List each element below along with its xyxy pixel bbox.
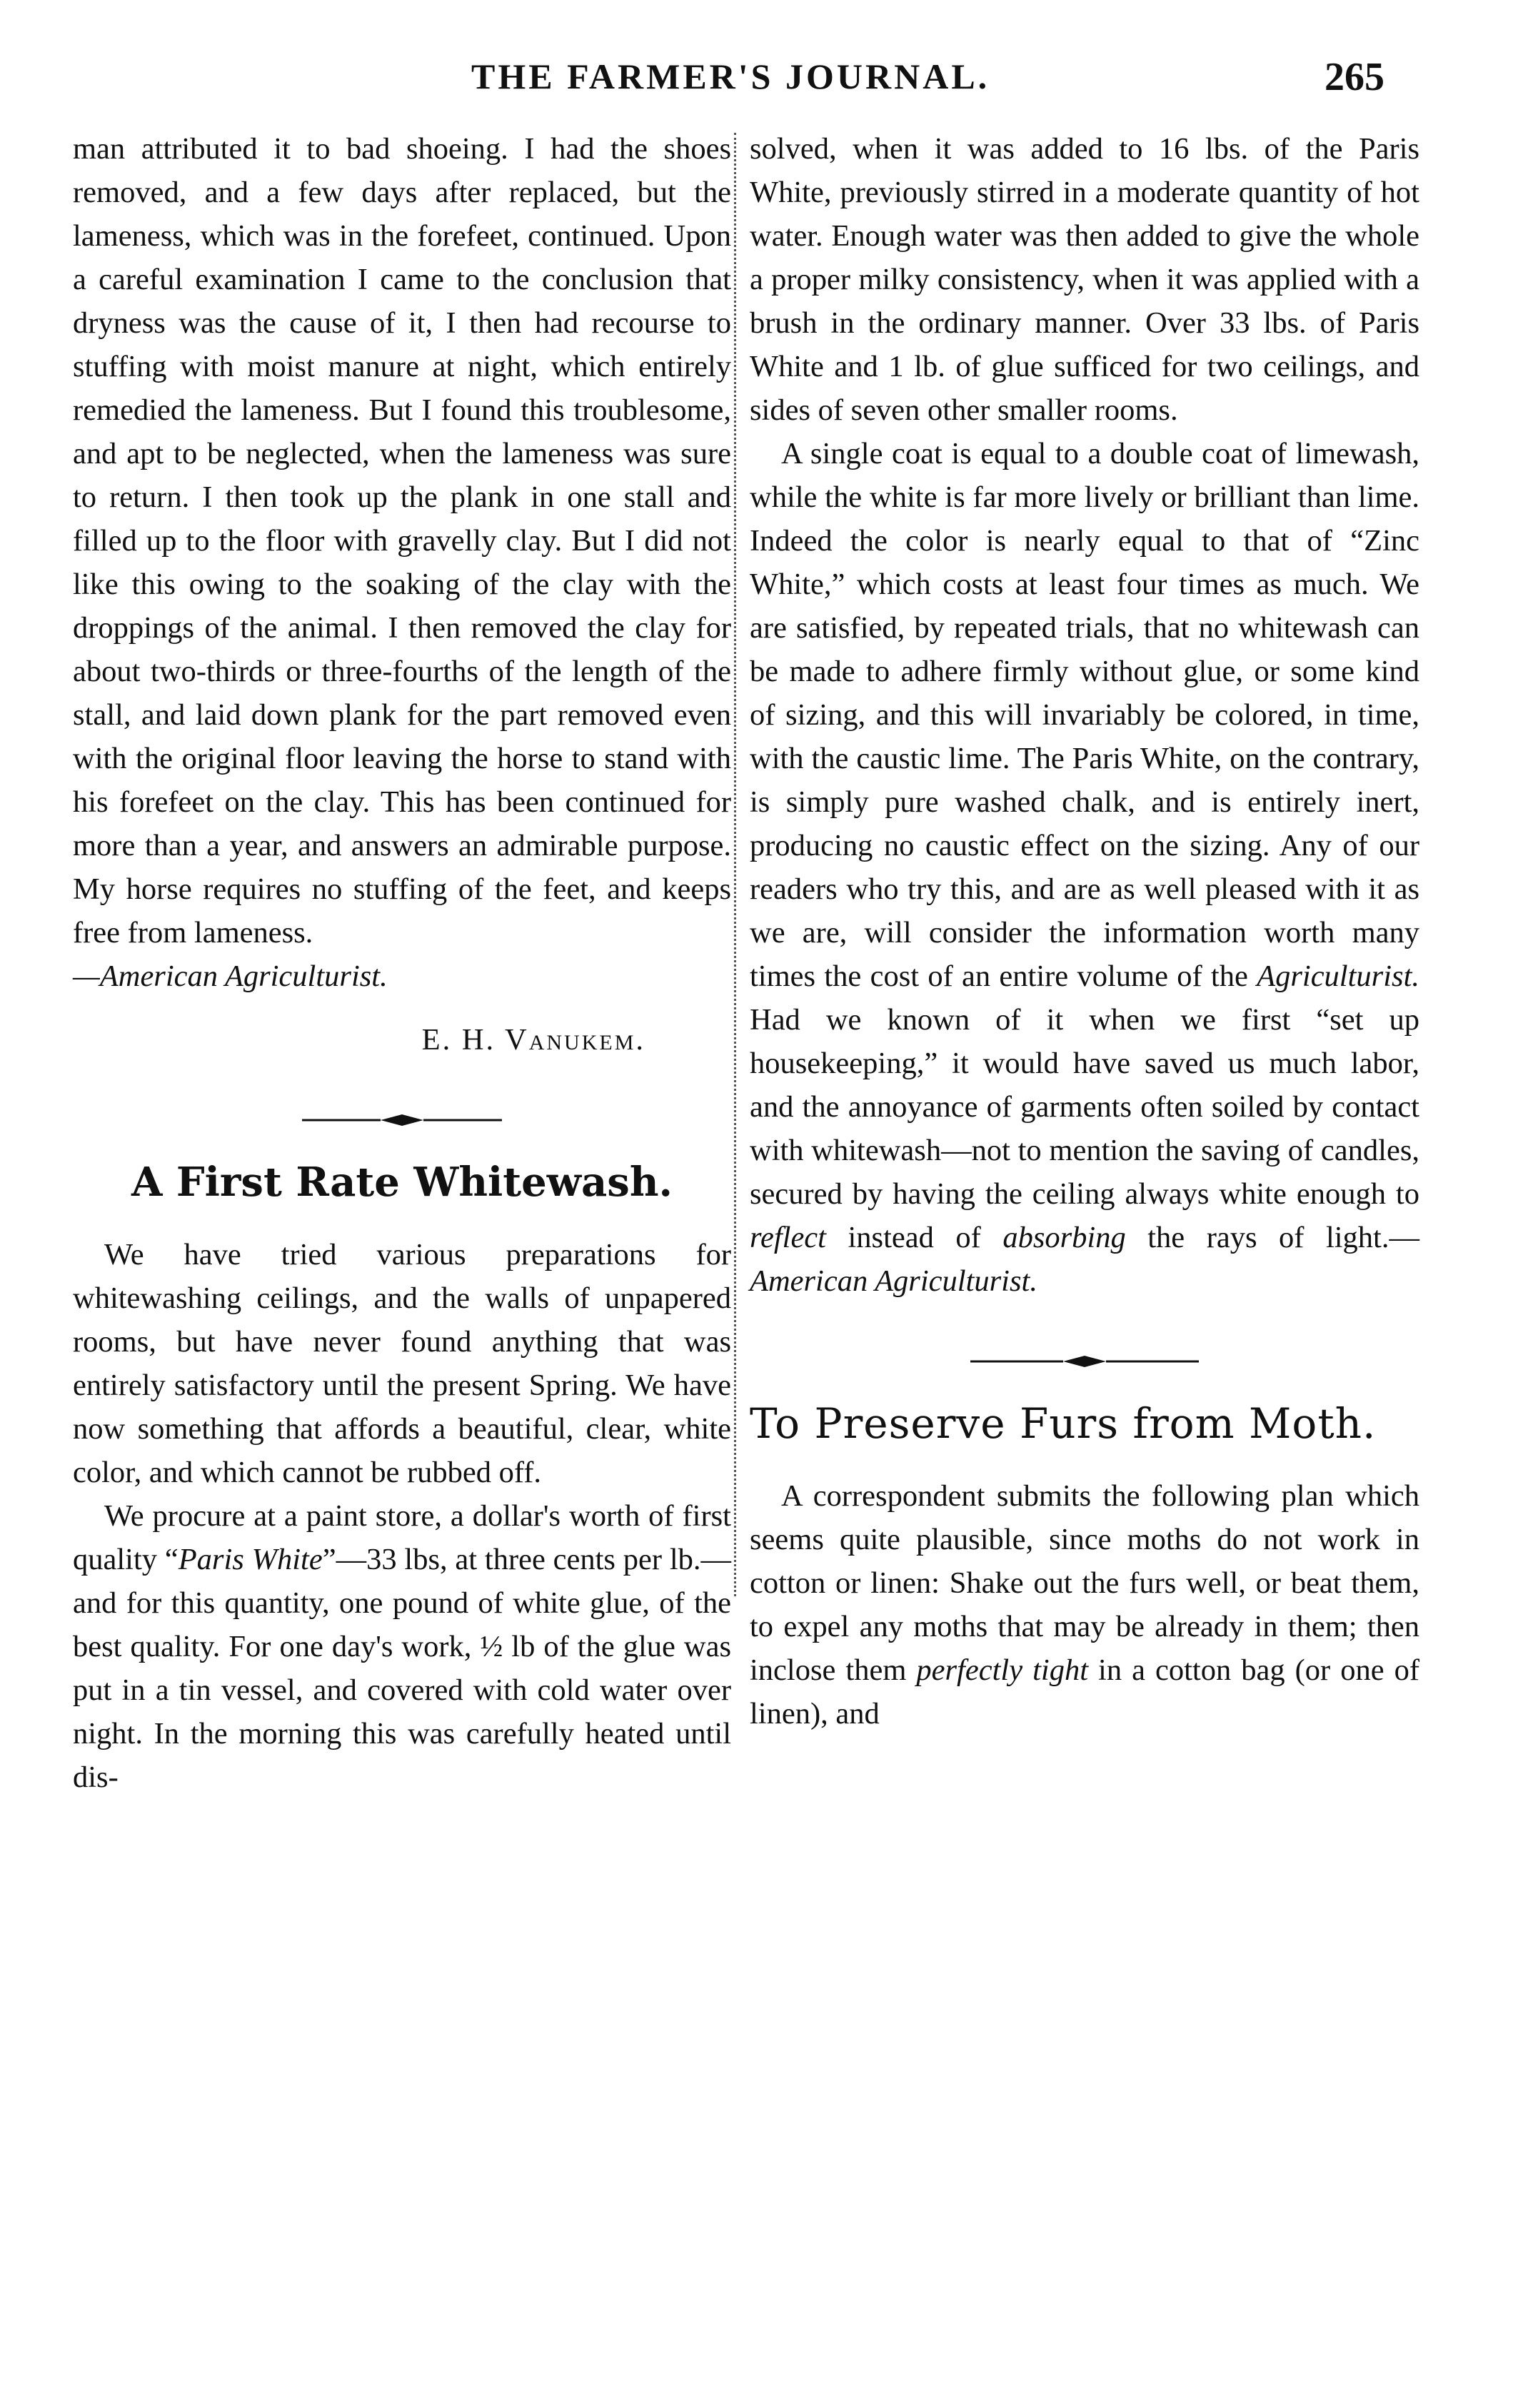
right-paragraph-3-emphasis: perfectly tight [916,1653,1089,1687]
article-title-furs: To Preserve Furs from Moth. [750,1399,1377,1448]
right-paragraph-2-text-d: the rays of light.— [1125,1221,1419,1254]
left-source-credit: —American Agriculturist. [73,959,388,993]
right-paragraph-2-emphasis-3: absorbing [1002,1221,1126,1254]
right-paragraph-3-text-a: A correspondent submits the following plan which seems quite plausible, since moths do not work in cotton or linen: Shake out the furs well, or beat them, to expel any moths that may be already in them; then inclose them [750,1479,1419,1687]
right-paragraph-2-text-a: A single coat is equal to a double coat of limewash, while the white is far more lively or brilliant than lime. Indeed the color is nearly equal to that of “Zinc White,” which costs at least four times as much. We are satisfied, by repeated trials, that no whitewash can be made to adhere firmly without glue, or some kind of sizing, and this will invariably be colored, in time, with the caustic lime. The Paris White, on the contrary, is simply pure washed chalk, and is entirely inert, producing no caustic effect on the sizing. Any of our readers who try this, and are as well pleased with it as we are, will consider the information worth many times the cost of an entire volume of the [750,437,1419,993]
left-paragraph-3-emphasis: Paris White [178,1543,323,1576]
running-head [0,56,1523,113]
page-number: 265 [1325,55,1384,99]
right-column [750,127,1419,1736]
left-column [73,127,731,1799]
right-paragraph-2 [750,432,1419,1303]
left-paragraph-1: man attributed it to bad shoeing. I had the shoes removed, and a few days after replaced, but the lameness, which was in the forefeet, continued. Upon a careful examination I came to the conclusion that dryness was the cause of it, I then had recourse to stuffing with moist manure at night, which entirely remedied the lameness. But I found this troublesome, and apt to be neglected, when the lameness was sure to return. I then took up the plank in one stall and filled up to the floor with gravelly clay. But I did not like this owing to the soaking of the clay with the droppings of the animal. I then removed the clay for about two-thirds or three-fourths of the length of the stall, and laid down plank for the part removed even with the original floor leaving the horse to stand with his forefeet on the clay. This has been continued for more than a year, and answers an admirable purpose. My horse requires no stuffing of the feet, and keeps free from lameness. [73,132,731,949]
right-paragraph-1: solved, when it was added to 16 lbs. of the Paris White, previously stirred in a moderate quantity of hot water. Enough water was then added to give the whole a proper milky consistency, when it was applied with a brush in the ordinary manner. Over 33 lbs. of Paris White and 1 lb. of glue sufficed for two ceilings, and sides of seven other smaller rooms. [750,132,1419,427]
right-paragraph-2-emphasis-2: reflect [750,1221,826,1254]
divider-ornament [295,1112,509,1129]
right-paragraph-2-text-c: instead of [825,1221,1003,1254]
left-paragraph-3 [73,1494,731,1799]
left-paragraph-2: We have tried various preparations for whitewashing ceilings, and the walls of unpapered rooms, but have never found anything that was entirely satisfactory until the present Spring. We have now something that affords a beautiful, clear, white color, and which cannot be rubbed off. [73,1238,731,1489]
right-paragraph-2-source: American Agriculturist. [750,1264,1037,1298]
left-paragraph-3-text-a: We procure at a paint store, a dollar's worth of first quality “ [73,1499,731,1576]
running-title: THE FARMER'S JOURNAL. [471,56,990,96]
column-divider [734,133,736,1596]
divider-ornament-right [963,1353,1206,1370]
right-paragraph-3 [750,1474,1419,1736]
right-paragraph-2-emphasis-1: Agriculturist. [1257,959,1419,993]
article-title-whitewash: A First Rate Whitewash. [131,1159,673,1206]
left-paragraph-3-text-b: ”—33 lbs, at three cents per lb.—and for this quantity, one pound of white glue, of the best quality. For one day's work, ½ lb of the glue was put in a tin vessel, and covered with cold water over night. In the morning this was carefully heated until dis- [73,1543,731,1794]
right-paragraph-3-text-b: in a cotton bag (or one of linen), and [750,1653,1419,1731]
byline: E. H. Vanukem. [421,1023,645,1057]
right-paragraph-2-text-b: Had we known of it when we first “set up housekeeping,” it would have saved us much labor, and the annoyance of garments often soiled by contact with whitewash—not to mention the saving of candles, secured by having the ceiling always white enough to [750,1003,1419,1211]
